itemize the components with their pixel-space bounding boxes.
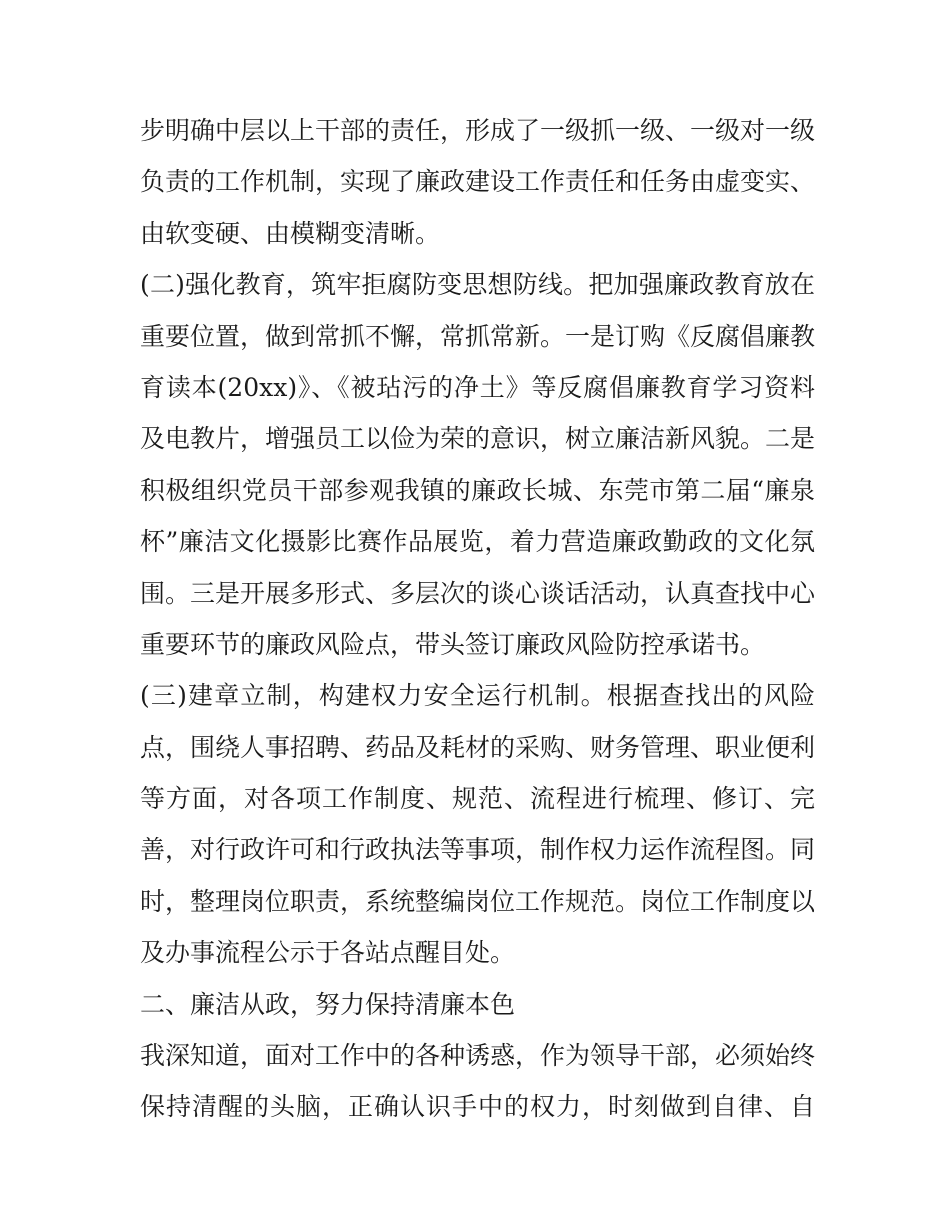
text-line: 重要位置，做到常抓不懈，常抓常新。一是订购《反腐倡廉教 [140,321,815,351]
section-heading-line: (三)建章立制，构建权力安全运行机制。根据查找出的风险 [140,681,815,711]
text-line: 及办事流程公示于各站点醒目处。 [140,938,516,968]
text-line: 我深知道，面对工作中的各种诱惑，作为领导干部，必须始终 [140,1041,815,1071]
text-line: 保持清醒的头脑，正确认识手中的权力，时刻做到自律、自 [140,1092,815,1122]
text-line: 由软变硬、由模糊变清晰。 [140,218,441,248]
text-line: 步明确中层以上干部的责任，形成了一级抓一级、一级对一级 [140,116,815,145]
text-line: 及电教片，增强员工以俭为荣的意识，树立廉洁新风貌。二是 [140,424,815,454]
section-title: 二、廉洁从政，努力保持清廉本色 [140,989,516,1019]
text-line: 等方面，对各项工作制度、规范、流程进行梳理、修订、完 [140,784,815,814]
text-line: 围。三是开展多形式、多层次的谈心谈话活动，认真查找中心 [140,578,815,608]
section-heading-line: (二)强化教育，筑牢拒腐防变思想防线。把加强廉政教育放在 [140,270,815,300]
text-line: 点，围绕人事招聘、药品及耗材的采购、财务管理、职业便利 [140,732,815,762]
text-line: 善，对行政许可和行政执法等事项，制作权力运作流程图。同 [140,835,815,865]
document-body [140,105,815,1133]
text-line: 时，整理岗位职责，系统整编岗位工作规范。岗位工作制度以 [140,886,815,916]
text-line: 负责的工作机制，实现了廉政建设工作责任和任务由虚变实、 [140,167,815,197]
text-line: 积极组织党员干部参观我镇的廉政长城、东莞市第二届“廉泉 [140,475,815,505]
text-line: 育读本(20xx)》、《被玷污的净土》等反腐倡廉教育学习资料 [140,372,815,402]
text-line: 重要环节的廉政风险点，带头签订廉政风险防控承诺书。 [140,629,766,659]
text-line: 杯”廉洁文化摄影比赛作品展览，着力营造廉政勤政的文化氛 [140,527,815,557]
